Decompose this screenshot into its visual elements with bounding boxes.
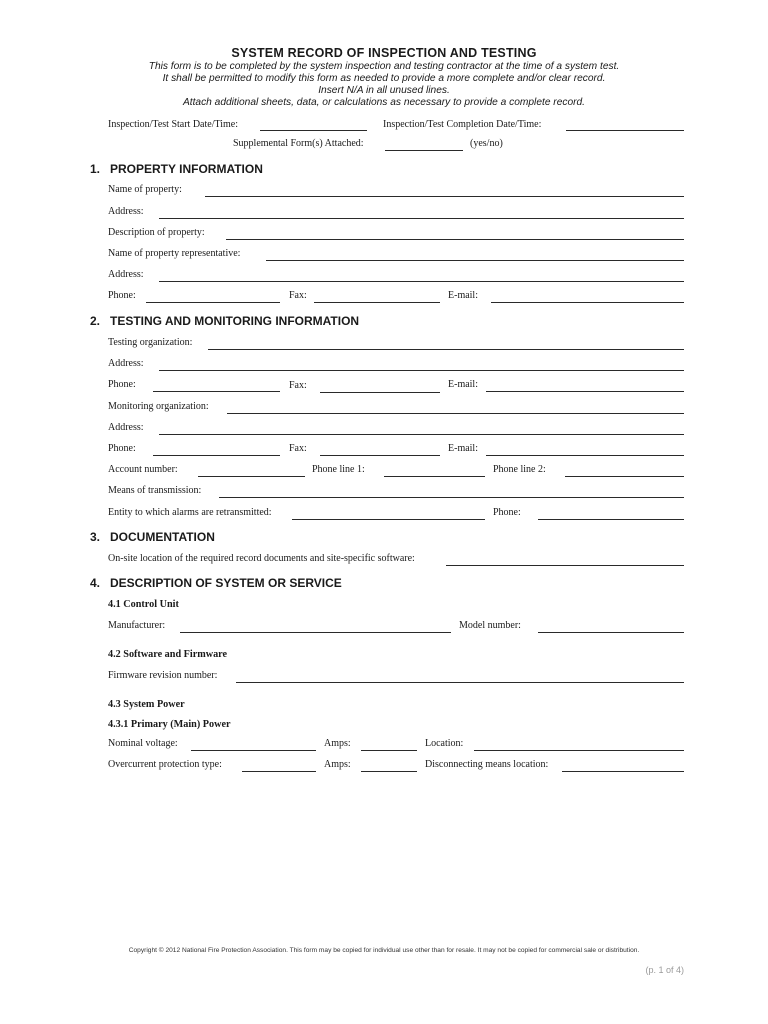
phone-line-2-field[interactable] xyxy=(565,476,684,477)
location-label: Location: xyxy=(425,738,464,749)
onsite-location-field[interactable] xyxy=(446,565,684,566)
testing-email-label: E-mail: xyxy=(448,379,478,390)
location-field[interactable] xyxy=(474,750,684,751)
section-1-number: 1. xyxy=(90,162,101,176)
property-phone-label: Phone: xyxy=(108,290,136,301)
disconnecting-means-label: Disconnecting means location: xyxy=(425,759,549,770)
overcurrent-protection-field[interactable] xyxy=(242,771,316,772)
completion-datetime-label: Inspection/Test Completion Date/Time: xyxy=(383,119,542,130)
start-datetime-label: Inspection/Test Start Date/Time: xyxy=(108,119,239,130)
phone-line-1-field[interactable] xyxy=(384,476,485,477)
section-3-title: DOCUMENTATION xyxy=(110,530,215,544)
model-number-field[interactable] xyxy=(538,632,684,633)
primary-power-heading: 4.3.1 Primary (Main) Power xyxy=(108,719,231,730)
section-2-heading xyxy=(90,314,359,328)
retransmit-entity-label: Entity to which alarms are retransmitted: xyxy=(108,507,272,518)
testing-email-field[interactable] xyxy=(486,391,684,392)
testing-phone-field[interactable] xyxy=(153,391,280,392)
property-name-field[interactable] xyxy=(205,196,684,197)
testing-fax-label: Fax: xyxy=(289,380,307,391)
manufacturer-label: Manufacturer: xyxy=(108,620,166,631)
section-4-title: DESCRIPTION OF SYSTEM OR SERVICE xyxy=(110,576,342,590)
nominal-voltage-label: Nominal voltage: xyxy=(108,738,178,749)
supplemental-forms-hint: (yes/no) xyxy=(470,138,503,149)
property-fax-field[interactable] xyxy=(314,302,440,303)
property-address-label: Address: xyxy=(108,206,144,217)
section-3-heading xyxy=(90,530,215,544)
property-email-field[interactable] xyxy=(491,302,684,303)
supplemental-forms-field[interactable] xyxy=(385,150,463,151)
property-name-label: Name of property: xyxy=(108,184,182,195)
monitoring-fax-label: Fax: xyxy=(289,443,307,454)
amps-label: Amps: xyxy=(324,738,351,749)
section-2-number: 2. xyxy=(90,314,101,328)
phone-line-1-label: Phone line 1: xyxy=(312,464,365,475)
property-rep-label: Name of property representative: xyxy=(108,248,241,259)
section-4-heading xyxy=(90,576,342,590)
amps-field[interactable] xyxy=(361,750,417,751)
testing-org-field[interactable] xyxy=(208,349,684,350)
start-datetime-field[interactable] xyxy=(260,130,367,131)
monitoring-address-label: Address: xyxy=(108,422,144,433)
entity-phone-field[interactable] xyxy=(538,519,684,520)
section-1-heading xyxy=(90,162,263,176)
onsite-location-label: On-site location of the required record documents and site-specific software: xyxy=(108,553,415,564)
property-fax-label: Fax: xyxy=(289,290,307,301)
intro-line-1: This form is to be completed by the system inspection and testing contractor at the time of a system test. xyxy=(148,61,620,72)
overcurrent-protection-label: Overcurrent protection type: xyxy=(108,759,222,770)
means-of-transmission-field[interactable] xyxy=(219,497,684,498)
intro-line-3: Insert N/A in all unused lines. xyxy=(318,85,450,96)
software-firmware-heading: 4.2 Software and Firmware xyxy=(108,649,228,660)
nominal-voltage-field[interactable] xyxy=(191,750,316,751)
form-title: SYSTEM RECORD OF INSPECTION AND TESTING xyxy=(231,46,537,60)
account-number-field[interactable] xyxy=(198,476,305,477)
monitoring-fax-field[interactable] xyxy=(320,455,440,456)
manufacturer-field[interactable] xyxy=(180,632,451,633)
section-1-title: PROPERTY INFORMATION xyxy=(110,162,263,176)
phone-line-2-label: Phone line 2: xyxy=(493,464,546,475)
property-phone-field[interactable] xyxy=(146,302,280,303)
property-address-field[interactable] xyxy=(159,218,684,219)
system-power-heading: 4.3 System Power xyxy=(108,699,185,710)
model-number-label: Model number: xyxy=(459,620,521,631)
entity-phone-label: Phone: xyxy=(493,507,521,518)
monitoring-address-field[interactable] xyxy=(159,434,684,435)
section-3-number: 3. xyxy=(90,530,101,544)
firmware-revision-label: Firmware revision number: xyxy=(108,670,218,681)
property-rep-field[interactable] xyxy=(266,260,684,261)
monitoring-phone-label: Phone: xyxy=(108,443,136,454)
intro-line-4: Attach additional sheets, data, or calculations as necessary to provide a complete record. xyxy=(182,97,586,108)
monitoring-org-label: Monitoring organization: xyxy=(108,401,209,412)
disconnecting-means-field[interactable] xyxy=(562,771,684,772)
rep-address-field[interactable] xyxy=(159,281,684,282)
testing-address-field[interactable] xyxy=(159,370,684,371)
testing-phone-label: Phone: xyxy=(108,379,136,390)
intro-line-2: It shall be permitted to modify this form as needed to provide a more complete and/or clear record. xyxy=(162,73,606,84)
page-number: (p. 1 of 4) xyxy=(645,965,684,975)
testing-address-label: Address: xyxy=(108,358,144,369)
retransmit-entity-field[interactable] xyxy=(292,519,485,520)
property-description-field[interactable] xyxy=(226,239,684,240)
account-number-label: Account number: xyxy=(108,464,178,475)
amps-2-label: Amps: xyxy=(324,759,351,770)
means-of-transmission-label: Means of transmission: xyxy=(108,485,202,496)
monitoring-email-label: E-mail: xyxy=(448,443,478,454)
property-email-label: E-mail: xyxy=(448,290,478,301)
rep-address-label: Address: xyxy=(108,269,144,280)
section-2-title: TESTING AND MONITORING INFORMATION xyxy=(110,314,360,328)
section-4-number: 4. xyxy=(90,576,101,590)
monitoring-phone-field[interactable] xyxy=(153,455,280,456)
monitoring-org-field[interactable] xyxy=(227,413,684,414)
completion-datetime-field[interactable] xyxy=(566,130,684,131)
property-description-label: Description of property: xyxy=(108,227,205,238)
copyright-notice: Copyright © 2012 National Fire Protection Association. This form may be copied for individual use other than for resale. It may not be copied for commercial sale or distribution. xyxy=(128,947,640,954)
control-unit-heading: 4.1 Control Unit xyxy=(108,599,179,610)
testing-org-label: Testing organization: xyxy=(108,337,193,348)
monitoring-email-field[interactable] xyxy=(486,455,684,456)
supplemental-forms-label: Supplemental Form(s) Attached: xyxy=(233,138,364,149)
firmware-revision-field[interactable] xyxy=(236,682,684,683)
amps-2-field[interactable] xyxy=(361,771,417,772)
testing-fax-field[interactable] xyxy=(320,392,440,393)
